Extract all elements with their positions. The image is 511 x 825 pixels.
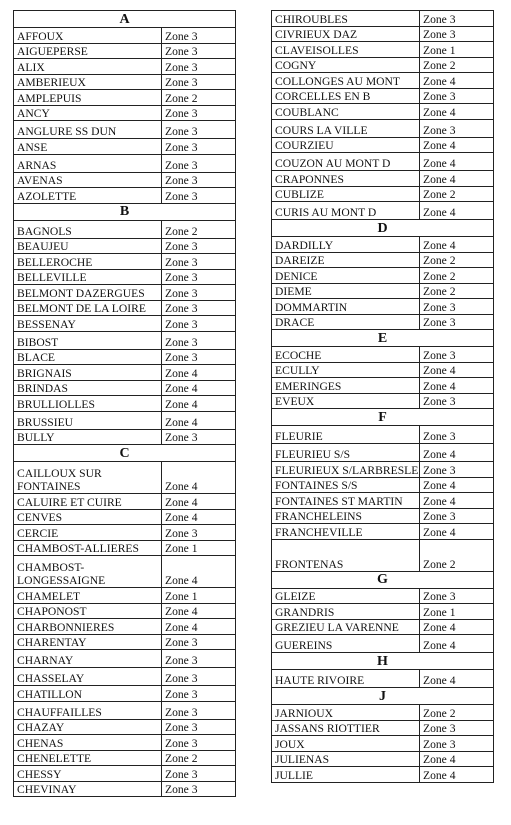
zone-value: Zone 3 xyxy=(162,686,236,702)
zone-value: Zone 4 xyxy=(162,411,236,429)
zone-value: Zone 2 xyxy=(162,220,236,238)
zone-value: Zone 3 xyxy=(162,429,236,445)
commune-name: GREZIEU LA VARENNE xyxy=(272,619,420,635)
table-row xyxy=(272,619,494,635)
table-row xyxy=(14,701,236,719)
commune-name: FLEURIEU S/S xyxy=(272,444,420,462)
zone-value: Zone 3 xyxy=(162,105,236,121)
commune-name: CHIROUBLES xyxy=(272,11,420,27)
zone-value: Zone 3 xyxy=(420,314,494,330)
commune-name: FRANCHELEINS xyxy=(272,508,420,524)
commune-name: BEAUJEU xyxy=(14,238,162,254)
table-row xyxy=(14,43,236,59)
commune-name: COURS LA VILLE xyxy=(272,119,420,137)
zone-value: Zone 3 xyxy=(162,634,236,650)
zone-value: Zone 3 xyxy=(162,349,236,365)
table-row xyxy=(14,254,236,270)
commune-name: DENICE xyxy=(272,268,420,284)
commune-name: AIGUEPERSE xyxy=(14,43,162,59)
commune-name: CHARNAY xyxy=(14,650,162,668)
letter-heading: B xyxy=(14,203,236,220)
table-row xyxy=(14,90,236,106)
commune-name: GRANDRIS xyxy=(272,604,420,620)
zone-value: Zone 4 xyxy=(162,603,236,619)
zone-value: Zone 2 xyxy=(420,539,494,571)
commune-name: JARNIOUX xyxy=(272,705,420,721)
zone-value: Zone 2 xyxy=(420,57,494,73)
commune-name: FRANCHEVILLE xyxy=(272,524,420,540)
zone-value: Zone 3 xyxy=(162,238,236,254)
zone-value: Zone 4 xyxy=(420,378,494,394)
commune-name: ANGLURE SS DUN xyxy=(14,121,162,139)
table-row xyxy=(272,26,494,42)
table-row xyxy=(272,393,494,409)
commune-name: FRONTENAS xyxy=(272,539,420,571)
table-row xyxy=(272,171,494,187)
table-row xyxy=(14,719,236,735)
commune-name: BAGNOLS xyxy=(14,220,162,238)
table-row xyxy=(272,751,494,767)
table-row xyxy=(14,766,236,782)
commune-name: ANCY xyxy=(14,105,162,121)
table-row xyxy=(272,444,494,462)
zone-value: Zone 4 xyxy=(420,493,494,509)
zone-value: Zone 1 xyxy=(162,588,236,604)
commune-name: CHAMBOST-ALLIERES xyxy=(14,540,162,556)
letter-header-row xyxy=(272,330,494,347)
zone-value: Zone 2 xyxy=(420,705,494,721)
table-row xyxy=(14,556,236,588)
table-row xyxy=(272,73,494,89)
table-row xyxy=(272,604,494,620)
table-row xyxy=(14,154,236,172)
commune-name: CLAVEISOLLES xyxy=(272,42,420,58)
zone-table-left xyxy=(13,10,236,797)
zone-value: Zone 4 xyxy=(420,237,494,253)
commune-name: AMBERIEUX xyxy=(14,74,162,90)
table-row xyxy=(272,508,494,524)
commune-name: BIBOST xyxy=(14,331,162,349)
commune-name: GLEIZE xyxy=(272,588,420,604)
commune-name: CAILLOUX SUR FONTAINES xyxy=(14,462,162,494)
letter-heading: H xyxy=(272,653,494,670)
table-row xyxy=(272,237,494,253)
commune-name: FLEURIEUX S/LARBRESLE xyxy=(272,462,420,478)
table-row xyxy=(272,426,494,444)
table-row xyxy=(14,74,236,90)
letter-heading: E xyxy=(272,330,494,347)
commune-name: EMERINGES xyxy=(272,378,420,394)
zone-value: Zone 3 xyxy=(162,719,236,735)
commune-name: CHENELETTE xyxy=(14,750,162,766)
commune-name: FLEURIE xyxy=(272,426,420,444)
commune-name: COUZON AU MONT D xyxy=(272,153,420,171)
table-row xyxy=(14,735,236,751)
table-row xyxy=(272,705,494,721)
table-row xyxy=(14,429,236,445)
zone-value: Zone 2 xyxy=(162,750,236,766)
table-row xyxy=(272,252,494,268)
commune-name: BRINDAS xyxy=(14,380,162,396)
commune-name: AZOLETTE xyxy=(14,188,162,204)
table-row xyxy=(14,28,236,44)
commune-name: CHAZAY xyxy=(14,719,162,735)
table-row xyxy=(272,635,494,653)
table-row xyxy=(272,362,494,378)
zone-value: Zone 3 xyxy=(162,701,236,719)
commune-name: BESSENAY xyxy=(14,316,162,332)
zone-value: Zone 4 xyxy=(420,171,494,187)
commune-name: DIEME xyxy=(272,283,420,299)
zone-value: Zone 4 xyxy=(162,396,236,412)
zone-value: Zone 1 xyxy=(162,540,236,556)
commune-name: HAUTE RIVOIRE xyxy=(272,670,420,688)
letter-header-row xyxy=(272,571,494,588)
commune-name: JOUX xyxy=(272,736,420,752)
table-row xyxy=(14,285,236,301)
zone-value: Zone 4 xyxy=(420,362,494,378)
commune-name: CHASSELAY xyxy=(14,668,162,686)
zone-value: Zone 4 xyxy=(162,365,236,381)
zone-value: Zone 3 xyxy=(162,28,236,44)
zone-value: Zone 3 xyxy=(420,299,494,315)
zone-value: Zone 3 xyxy=(162,300,236,316)
zone-value: Zone 3 xyxy=(162,59,236,75)
zone-value: Zone 4 xyxy=(420,137,494,153)
table-row xyxy=(14,331,236,349)
commune-name: CHARENTAY xyxy=(14,634,162,650)
zone-value: Zone 2 xyxy=(162,90,236,106)
commune-name: ECULLY xyxy=(272,362,420,378)
table-row xyxy=(272,57,494,73)
zone-value: Zone 3 xyxy=(162,43,236,59)
zone-value: Zone 4 xyxy=(420,524,494,540)
table-row xyxy=(14,396,236,412)
commune-name: JULLIE xyxy=(272,767,420,783)
commune-name: DRACE xyxy=(272,314,420,330)
table-row xyxy=(272,268,494,284)
zone-value: Zone 3 xyxy=(162,74,236,90)
commune-name: CHARBONNIERES xyxy=(14,619,162,635)
letter-header-row xyxy=(14,11,236,28)
table-row xyxy=(14,59,236,75)
commune-name: BELLEVILLE xyxy=(14,269,162,285)
commune-name: DAREIZE xyxy=(272,252,420,268)
zone-value: Zone 3 xyxy=(162,188,236,204)
commune-name: COLLONGES AU MONT xyxy=(272,73,420,89)
zone-value: Zone 3 xyxy=(420,119,494,137)
zone-value: Zone 1 xyxy=(420,42,494,58)
zone-value: Zone 4 xyxy=(162,509,236,525)
commune-name: GUEREINS xyxy=(272,635,420,653)
table-row xyxy=(272,477,494,493)
commune-name: BULLY xyxy=(14,429,162,445)
letter-heading: F xyxy=(272,409,494,426)
table-row xyxy=(272,524,494,540)
commune-name: ARNAS xyxy=(14,154,162,172)
zone-value: Zone 3 xyxy=(162,331,236,349)
zone-value: Zone 4 xyxy=(420,767,494,783)
zone-value: Zone 4 xyxy=(162,619,236,635)
zone-value: Zone 2 xyxy=(420,186,494,202)
zone-value: Zone 4 xyxy=(162,380,236,396)
zone-value: Zone 3 xyxy=(162,781,236,797)
zone-value: Zone 3 xyxy=(420,588,494,604)
zone-value: Zone 3 xyxy=(420,720,494,736)
letter-header-row xyxy=(272,409,494,426)
commune-name: BRIGNAIS xyxy=(14,365,162,381)
table-row xyxy=(272,88,494,104)
zone-value: Zone 3 xyxy=(420,88,494,104)
commune-name: COGNY xyxy=(272,57,420,73)
zone-value: Zone 3 xyxy=(420,462,494,478)
commune-name: BRUSSIEU xyxy=(14,411,162,429)
table-row xyxy=(14,411,236,429)
table-row xyxy=(272,42,494,58)
zone-value: Zone 3 xyxy=(162,269,236,285)
zone-value: Zone 3 xyxy=(162,316,236,332)
table-row xyxy=(14,172,236,188)
zone-value: Zone 3 xyxy=(420,11,494,27)
commune-name: FONTAINES S/S xyxy=(272,477,420,493)
table-row xyxy=(14,300,236,316)
table-row xyxy=(14,121,236,139)
zone-value: Zone 4 xyxy=(420,670,494,688)
table-row xyxy=(14,781,236,797)
zone-value: Zone 3 xyxy=(162,735,236,751)
zone-value: Zone 3 xyxy=(162,154,236,172)
letter-heading: C xyxy=(14,445,236,462)
table-row xyxy=(14,668,236,686)
commune-name: CENVES xyxy=(14,509,162,525)
table-row xyxy=(272,720,494,736)
zone-value: Zone 4 xyxy=(420,477,494,493)
zone-value: Zone 3 xyxy=(420,426,494,444)
table-row xyxy=(14,380,236,396)
table-row xyxy=(272,186,494,202)
zone-value: Zone 2 xyxy=(420,283,494,299)
letter-header-row xyxy=(272,653,494,670)
zone-value: Zone 4 xyxy=(420,635,494,653)
zone-value: Zone 3 xyxy=(420,736,494,752)
zone-value: Zone 3 xyxy=(162,668,236,686)
table-row xyxy=(272,202,494,220)
zone-value: Zone 3 xyxy=(162,254,236,270)
zone-value: Zone 1 xyxy=(420,604,494,620)
table-row xyxy=(272,462,494,478)
zone-value: Zone 4 xyxy=(420,73,494,89)
table-row xyxy=(272,588,494,604)
table-row xyxy=(14,494,236,510)
zone-value: Zone 3 xyxy=(162,139,236,155)
commune-name: BELLEROCHE xyxy=(14,254,162,270)
table-row xyxy=(14,316,236,332)
zone-value: Zone 4 xyxy=(420,202,494,220)
letter-header-row xyxy=(272,688,494,705)
table-row xyxy=(272,670,494,688)
table-row xyxy=(14,588,236,604)
zone-value: Zone 3 xyxy=(162,525,236,541)
table-row xyxy=(14,686,236,702)
table-row xyxy=(272,153,494,171)
commune-name: BLACE xyxy=(14,349,162,365)
commune-name: JASSANS RIOTTIER xyxy=(272,720,420,736)
commune-name: BRULLIOLLES xyxy=(14,396,162,412)
commune-name: AVENAS xyxy=(14,172,162,188)
table-row xyxy=(272,539,494,571)
zone-value: Zone 4 xyxy=(420,444,494,462)
zone-value: Zone 3 xyxy=(162,650,236,668)
zone-value: Zone 3 xyxy=(420,26,494,42)
table-row xyxy=(14,139,236,155)
table-row xyxy=(14,750,236,766)
zone-value: Zone 3 xyxy=(420,347,494,363)
commune-name: CHEVINAY xyxy=(14,781,162,797)
commune-name: CIVRIEUX DAZ xyxy=(272,26,420,42)
table-row xyxy=(14,349,236,365)
commune-name: JULIENAS xyxy=(272,751,420,767)
commune-name: COUBLANC xyxy=(272,104,420,120)
commune-name: CHAPONOST xyxy=(14,603,162,619)
zone-value: Zone 4 xyxy=(420,104,494,120)
table-row xyxy=(272,314,494,330)
commune-name: CUBLIZE xyxy=(272,186,420,202)
table-row xyxy=(14,188,236,204)
commune-name: CHESSY xyxy=(14,766,162,782)
zone-value: Zone 4 xyxy=(420,153,494,171)
commune-name: DARDILLY xyxy=(272,237,420,253)
letter-header-row xyxy=(14,203,236,220)
table-row xyxy=(14,525,236,541)
commune-name: CURIS AU MONT D xyxy=(272,202,420,220)
table-row xyxy=(14,269,236,285)
table-row xyxy=(14,365,236,381)
table-row xyxy=(14,105,236,121)
zone-value: Zone 4 xyxy=(420,751,494,767)
table-row xyxy=(272,493,494,509)
table-row xyxy=(14,634,236,650)
commune-name: CHENAS xyxy=(14,735,162,751)
table-row xyxy=(272,767,494,783)
zone-value: Zone 3 xyxy=(162,121,236,139)
commune-name: ALIX xyxy=(14,59,162,75)
commune-name: DOMMARTIN xyxy=(272,299,420,315)
zone-value: Zone 4 xyxy=(162,494,236,510)
commune-name: CORCELLES EN B xyxy=(272,88,420,104)
zone-value: Zone 3 xyxy=(162,285,236,301)
table-row xyxy=(14,462,236,494)
commune-name: BELMONT DE LA LOIRE xyxy=(14,300,162,316)
letter-heading: J xyxy=(272,688,494,705)
table-row xyxy=(272,104,494,120)
letter-heading: A xyxy=(14,11,236,28)
commune-name: CHATILLON xyxy=(14,686,162,702)
table-row xyxy=(14,238,236,254)
commune-name: CRAPONNES xyxy=(272,171,420,187)
commune-name: EVEUX xyxy=(272,393,420,409)
table-row xyxy=(272,378,494,394)
commune-name: AFFOUX xyxy=(14,28,162,44)
commune-name: BELMONT DAZERGUES xyxy=(14,285,162,301)
table-row xyxy=(272,137,494,153)
table-row xyxy=(14,540,236,556)
commune-name: ECOCHE xyxy=(272,347,420,363)
commune-name: COURZIEU xyxy=(272,137,420,153)
commune-name: CERCIE xyxy=(14,525,162,541)
table-row xyxy=(272,283,494,299)
table-row xyxy=(14,619,236,635)
zone-value: Zone 2 xyxy=(420,268,494,284)
letter-header-row xyxy=(14,445,236,462)
table-row xyxy=(272,347,494,363)
table-row xyxy=(272,11,494,27)
table-row xyxy=(272,299,494,315)
table-row xyxy=(14,220,236,238)
zone-value: Zone 3 xyxy=(420,508,494,524)
letter-heading: D xyxy=(272,220,494,237)
zone-value: Zone 4 xyxy=(162,556,236,588)
zone-value: Zone 2 xyxy=(420,252,494,268)
commune-name: AMPLEPUIS xyxy=(14,90,162,106)
zone-table-right xyxy=(271,10,494,783)
table-row xyxy=(14,650,236,668)
zone-value: Zone 3 xyxy=(162,766,236,782)
commune-name: ANSE xyxy=(14,139,162,155)
commune-name: CHAMELET xyxy=(14,588,162,604)
commune-name: CALUIRE ET CUIRE xyxy=(14,494,162,510)
letter-heading: G xyxy=(272,571,494,588)
commune-name: CHAUFFAILLES xyxy=(14,701,162,719)
table-row xyxy=(14,509,236,525)
zone-value: Zone 4 xyxy=(162,462,236,494)
zone-value: Zone 4 xyxy=(420,619,494,635)
zone-value: Zone 3 xyxy=(420,393,494,409)
commune-name: CHAMBOST- LONGESSAIGNE xyxy=(14,556,162,588)
letter-header-row xyxy=(272,220,494,237)
zone-value: Zone 3 xyxy=(162,172,236,188)
commune-name: FONTAINES ST MARTIN xyxy=(272,493,420,509)
table-row xyxy=(272,119,494,137)
table-row xyxy=(14,603,236,619)
table-row xyxy=(272,736,494,752)
